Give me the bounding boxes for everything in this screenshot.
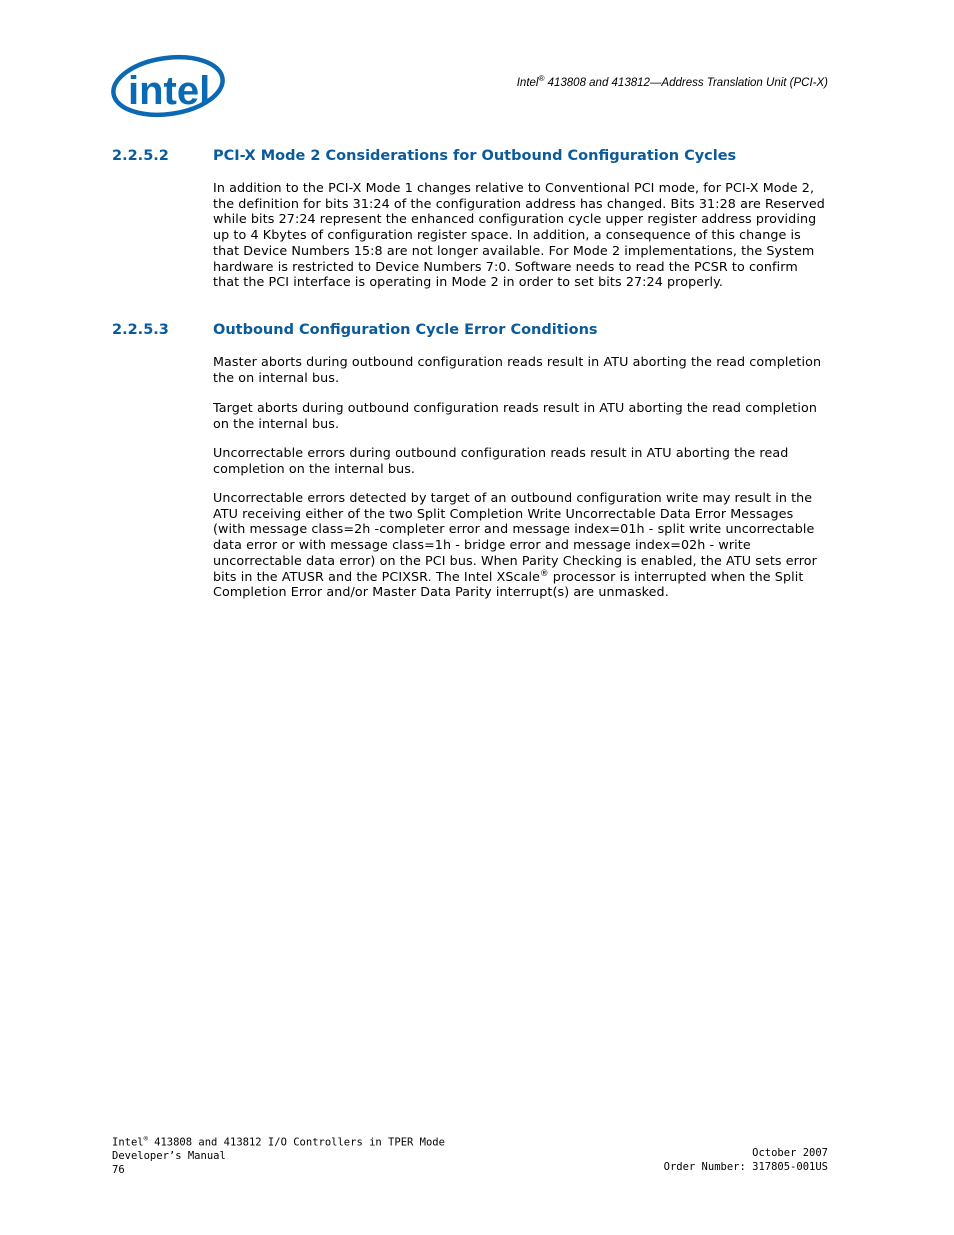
footer-order-number: Order Number: 317805-001US: [663, 1160, 828, 1173]
running-header-title: 413808 and 413812—Address Translation Unit (PCI-X): [544, 76, 828, 89]
paragraph-error-messages: [213, 490, 828, 600]
running-header-brand: Intel: [516, 76, 539, 89]
footer-date: October 2007: [752, 1147, 828, 1159]
registered-mark: ®: [538, 74, 545, 83]
intel-logo: [110, 50, 226, 126]
paragraph: Uncorrectable errors during outbound configuration reads result in ATU aborting the read completion on the internal bus.: [213, 445, 789, 476]
footer-right: [664, 1147, 828, 1174]
registered-mark: ®: [143, 1135, 148, 1143]
section-number: 2.2.5.2: [112, 148, 169, 164]
paragraph-body: Uncorrectable errors detected by target of an outbound configuration write may result in the ATU receiving either of the two Split Completion Write Uncorrectable Data Error Messages (with message class=2h -completer error and message index=01h - split write uncorrectable data error or with message class=1h - bridge error and message index=02h - write uncorrectable data error) on the PCI bus. When Parity Checking is enabled, the ATU sets error bits in the ATUSR and the PCIXSR. The Intel XScale: [213, 490, 817, 584]
registered-mark: ®: [540, 568, 549, 579]
paragraph: Target aborts during outbound configuration reads result in ATU aborting the read completion on the internal bus.: [213, 400, 818, 431]
section-heading-2-2-5-2: [112, 148, 736, 164]
paragraph: In addition to the PCI-X Mode 1 changes relative to Conventional PCI mode, for PCI-X Mode 2, the definition for bits 31:24 of the configuration address has changed. Bits 31:28 are Reserved while bits 27:24 represent the enhanced configuration cycle upper register address providing up to 4 Kbytes of configuration register space. In addition, a consequence of this change is that Device Numbers 15:8 are not longer available. For Mode 2 implementations, the System hardware is restricted to Device Numbers 7:0. Software needs to read the PCSR to confirm that the PCI interface is operating in Mode 2 in order to set bits 27:24 properly.: [213, 180, 825, 290]
section-title: Outbound Configuration Cycle Error Conditions: [213, 322, 598, 338]
page-number: 76: [112, 1163, 125, 1176]
paragraph-tail: processor is interrupted when the Split Completion Error and/or Master Data Parity interrupt(s) are unmasked.: [213, 568, 804, 600]
footer-left: [112, 1133, 445, 1177]
section-heading-2-2-5-3: [112, 322, 598, 338]
running-header: [517, 74, 828, 89]
paragraph: Master aborts during outbound configuration reads result in ATU aborting the read completion the on internal bus.: [213, 354, 822, 385]
footer-manual-type: Developer’s Manual: [112, 1150, 226, 1162]
section-title: PCI-X Mode 2 Considerations for Outbound Configuration Cycles: [213, 148, 737, 164]
footer-title-rest: 413808 and 413812 I/O Controllers in TPER Mode: [147, 1136, 445, 1149]
footer-brand: Intel: [112, 1136, 144, 1149]
footer-doc-title: [112, 1133, 445, 1150]
intel-logo-wordmark: intel: [128, 69, 211, 113]
section-number: 2.2.5.3: [112, 322, 169, 338]
